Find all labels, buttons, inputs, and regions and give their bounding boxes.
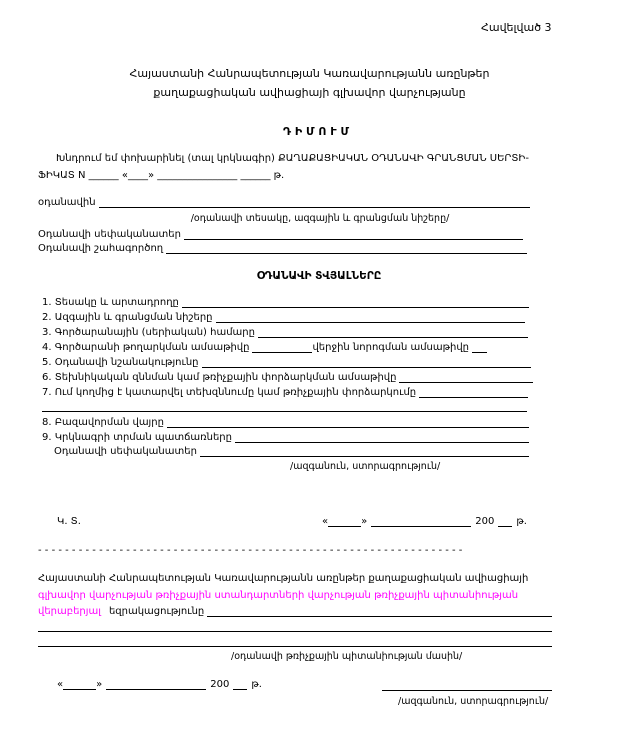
item-label: 1. Տեսակը և արտադրողը	[42, 297, 179, 308]
item-input-line[interactable]	[167, 418, 529, 428]
operator-field	[38, 243, 527, 254]
year-line[interactable]	[233, 680, 247, 690]
item-1	[42, 297, 529, 308]
item-input-line[interactable]	[235, 433, 529, 443]
repair-date-line[interactable]	[472, 343, 487, 353]
request-line-1: Խնդրում եմ փոխարինել (տալ կրկնագիր) ՔԱՂԱՔԱՑԻԱԿԱՆ ՕԴԱՆԱՎԻ ԳՐԱՆՑՄԱՆ ՍԵՐՏԻ-	[56, 153, 529, 164]
aircraft-input-line[interactable]	[99, 198, 530, 208]
quote-close: »	[96, 679, 103, 690]
quote-open: «	[57, 679, 64, 690]
conclusion-line-extra-2[interactable]	[38, 646, 552, 647]
owner-label: Օդանավի սեփականատեր	[38, 229, 181, 240]
item-input-line[interactable]	[258, 328, 528, 338]
addressee-line-1: Հայաստանի Հանրապետության Կառավարությանն առընթեր	[129, 67, 490, 80]
item-label: 3. Գործարանային (սերիական) համարը	[42, 327, 255, 338]
item-9	[42, 432, 529, 443]
page-title: Դ Ի Մ Ո Ւ Մ	[282, 125, 350, 138]
operator-label: Օդանավի շահագործող	[38, 243, 164, 254]
owner-field	[38, 229, 523, 240]
conclusion-label: եզրակացությունը	[108, 606, 205, 617]
seal-label: Կ. Տ.	[57, 516, 81, 527]
item-input-line[interactable]	[216, 313, 525, 323]
final-signature-caption: /ազգանուն, ստորագրություն/	[398, 696, 549, 707]
final-signature-line[interactable]	[382, 690, 552, 691]
conclusion-input-line[interactable]	[207, 607, 552, 617]
conclusion-line-extra-1[interactable]	[38, 631, 552, 632]
item-input-line[interactable]	[182, 298, 529, 308]
year-line[interactable]	[498, 517, 512, 527]
conclusion-line-1: Հայաստանի Հանրապետության Կառավարությանն առընթեր քաղաքացիական ավիացիայի	[38, 573, 529, 584]
item-label: 5. Օդանավի նշանակությունը	[42, 357, 199, 368]
owner-sign-label: Օդանավի սեփականատեր	[54, 446, 197, 457]
final-date-field	[57, 679, 262, 690]
year-prefix: 200	[475, 516, 495, 527]
owner-signature-field	[54, 446, 529, 457]
item-4	[42, 342, 487, 353]
aircraft-caption: /օդանավի տեսակը, ազգային և գրանցման նիշերը/	[190, 213, 450, 224]
year-prefix: 200	[210, 679, 230, 690]
item-8	[42, 417, 529, 428]
item-input-line[interactable]	[419, 388, 528, 398]
month-line[interactable]	[106, 680, 206, 690]
item-3	[42, 327, 528, 338]
item-7	[42, 387, 528, 398]
item-input-line[interactable]	[399, 373, 533, 383]
day-line[interactable]	[63, 680, 96, 690]
item-6	[42, 372, 533, 383]
owner-signature-line[interactable]	[200, 447, 529, 457]
item-input-line[interactable]	[202, 358, 531, 368]
operator-input-line[interactable]	[166, 244, 527, 254]
owner-input-line[interactable]	[184, 230, 523, 240]
repair-date-label: վերջին նորոգման ամսաթիվը	[312, 342, 470, 353]
item-5	[42, 357, 531, 368]
addressee-line-2: քաղաքացիական ավիացիայի գլխավոր վարչությանը	[153, 86, 466, 99]
year-suffix: թ.	[516, 516, 527, 527]
quote-close: »	[361, 516, 368, 527]
item-label: 6. Տեխնիկական զննման կամ թռիչքային փորձարկման ամսաթիվը	[42, 372, 397, 383]
aircraft-field	[38, 197, 530, 208]
conclusion-caption: /օդանավի թռիչքային պիտանիության մասին/	[231, 651, 463, 662]
request-line-2: ՖԻԿԱՏ N ______ «____» ________________ ______ թ.	[38, 170, 285, 181]
item-label: 9. Կրկնագրի տրման պատճառները	[42, 432, 232, 443]
quote-open: «	[322, 516, 329, 527]
item-label: 7. Ում կողմից է կատարվել տեխզննումը կամ թռիչքային փորձարկումը	[42, 387, 417, 398]
conclusion-highlight: վերաբերյալ	[38, 606, 101, 617]
item-label: 2. Ազգային և գրանցման նիշերը	[42, 312, 213, 323]
manufacture-date-line[interactable]	[252, 343, 312, 353]
annex-label: Հավելված 3	[481, 21, 552, 34]
item-label: 8. Բազավորման վայրը	[42, 417, 164, 428]
item-2	[42, 312, 525, 323]
separator-dashes: - - - - - - - - - - - - - - - - - - - - - - - - - - - - - - - - - - - - - - - - - - - - - - - - - - - - - - - - - - - - - - -	[38, 545, 463, 556]
section-title: ՕԴԱՆԱՎԻ ՏՎՅԱԼՆԵՐԸ	[256, 270, 382, 282]
day-line[interactable]	[328, 517, 361, 527]
aircraft-label: օդանավին	[38, 197, 96, 208]
conclusion-line-2: գլխավոր վարչության թռիչքային ստանդարտների վարչության թռիչքային պիտանիության	[38, 590, 519, 601]
date-field	[322, 516, 527, 527]
month-line[interactable]	[371, 517, 471, 527]
signature-caption: /ազգանուն, ստորագրություն/	[290, 461, 441, 472]
year-suffix: թ.	[251, 679, 262, 690]
item-label: 4. Գործարանի թողարկման ամսաթիվը	[42, 342, 250, 353]
item-7-continuation-line[interactable]	[42, 411, 527, 412]
conclusion-line-3	[38, 606, 552, 617]
